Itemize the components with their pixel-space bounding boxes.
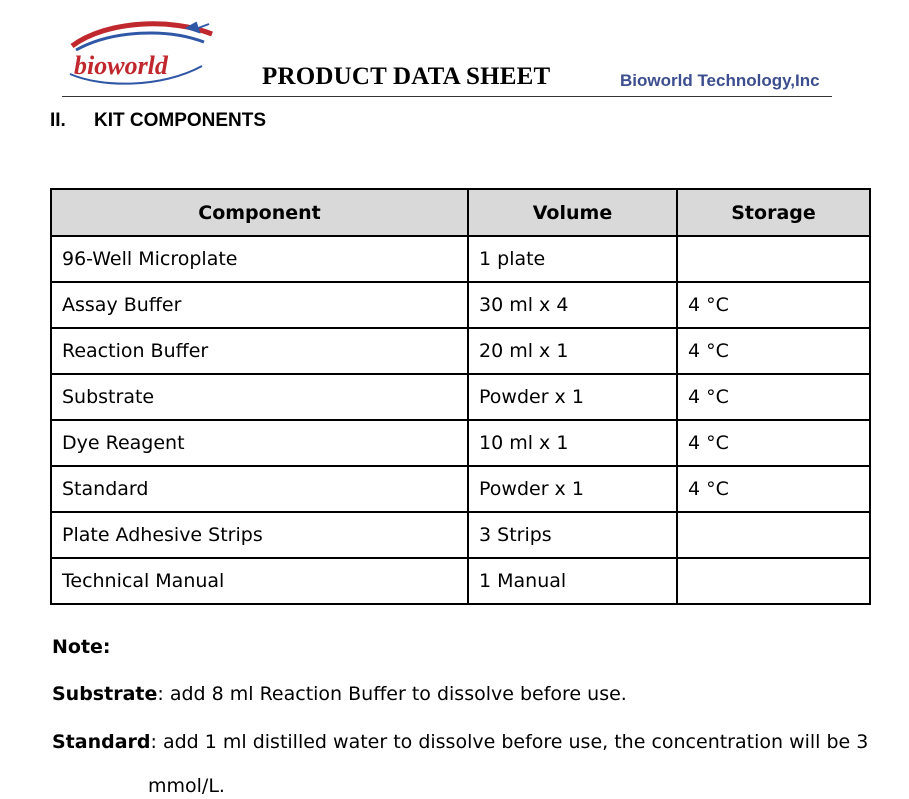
section-number: II.: [50, 110, 66, 131]
note-standard-text: : add 1 ml distilled water to dissolve before use, the concentration will be 3: [150, 731, 869, 753]
header-rule: [62, 96, 832, 97]
cell-volume: Powder x 1: [468, 466, 677, 512]
section-heading: [50, 110, 266, 132]
cell-volume: 30 ml x 4: [468, 282, 677, 328]
cell-volume: 3 Strips: [468, 512, 677, 558]
note-substrate-label: Substrate: [52, 683, 158, 705]
cell-volume: 10 ml x 1: [468, 420, 677, 466]
cell-component: Dye Reagent: [51, 420, 468, 466]
bioworld-logo: [62, 18, 220, 90]
cell-volume: Powder x 1: [468, 374, 677, 420]
table-row: [51, 466, 870, 512]
column-header-storage: Storage: [677, 189, 870, 236]
table-row: [51, 282, 870, 328]
page-title: PRODUCT DATA SHEET: [262, 63, 551, 90]
column-header-volume: Volume: [468, 189, 677, 236]
note-standard-label: Standard: [52, 731, 151, 753]
table-header-row: [51, 189, 870, 236]
cell-component: Reaction Buffer: [51, 328, 468, 374]
cell-component: Technical Manual: [51, 558, 468, 604]
cell-storage: 4 °C: [677, 420, 870, 466]
table-row: [51, 558, 870, 604]
table-row: [51, 328, 870, 374]
section-title: KIT COMPONENTS: [94, 110, 267, 131]
note-substrate-text: : add 8 ml Reaction Buffer to dissolve before use.: [157, 683, 627, 705]
cell-component: Substrate: [51, 374, 468, 420]
cell-volume: 20 ml x 1: [468, 328, 677, 374]
cell-component: Plate Adhesive Strips: [51, 512, 468, 558]
cell-storage: 4 °C: [677, 466, 870, 512]
cell-storage: [677, 236, 870, 282]
cell-component: 96-Well Microplate: [51, 236, 468, 282]
column-header-component: Component: [51, 189, 468, 236]
cell-component: Assay Buffer: [51, 282, 468, 328]
cell-volume: 1 Manual: [468, 558, 677, 604]
cell-storage: [677, 512, 870, 558]
table-row: [51, 374, 870, 420]
cell-volume: 1 plate: [468, 236, 677, 282]
kit-components-table: [50, 188, 871, 605]
table-row: [51, 236, 870, 282]
note-heading: Note:: [52, 636, 111, 658]
cell-storage: 4 °C: [677, 282, 870, 328]
note-standard: [52, 731, 868, 753]
cell-storage: 4 °C: [677, 328, 870, 374]
note-standard-continued: mmol/L.: [148, 775, 225, 797]
table-row: [51, 512, 870, 558]
table-row: [51, 420, 870, 466]
company-name: Bioworld Technology,Inc: [620, 71, 820, 90]
cell-storage: [677, 558, 870, 604]
cell-component: Standard: [51, 466, 468, 512]
cell-storage: 4 °C: [677, 374, 870, 420]
note-substrate: [52, 683, 627, 705]
svg-text:bioworld: bioworld: [74, 51, 168, 80]
